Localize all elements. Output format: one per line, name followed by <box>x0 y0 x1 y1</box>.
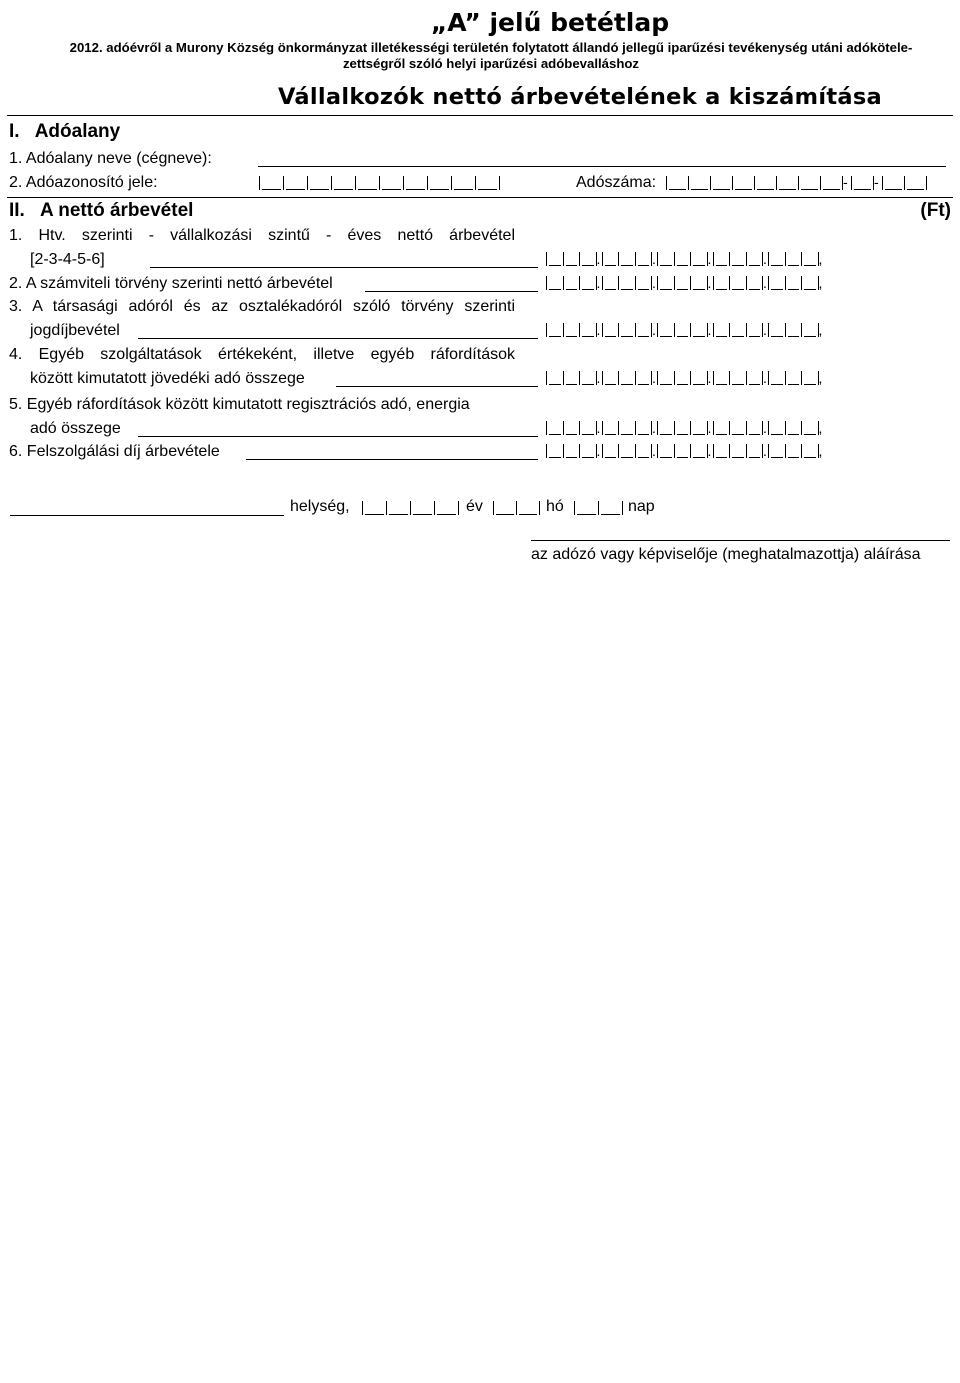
digit-box[interactable] <box>746 371 764 385</box>
digit-box[interactable] <box>713 444 731 458</box>
digit-box[interactable] <box>635 323 653 337</box>
digit-box[interactable] <box>635 276 653 290</box>
thousands-separator: . <box>596 420 601 436</box>
char-box[interactable] <box>434 501 459 515</box>
dash-separator: - <box>874 174 879 190</box>
char-box[interactable] <box>355 176 380 190</box>
taxpayer-name-label: 1. Adóalany neve (cégneve): <box>9 150 212 167</box>
digit-box[interactable] <box>768 276 786 290</box>
digit-box[interactable] <box>618 276 636 290</box>
char-box[interactable] <box>403 176 428 190</box>
item-6-leader <box>246 459 538 460</box>
item-3-line-2: jogdíjbevétel <box>30 322 120 339</box>
digit-box[interactable] <box>713 252 731 266</box>
currency-unit: (Ft) <box>920 200 951 221</box>
thousands-separator: . <box>707 251 712 267</box>
char-box[interactable] <box>259 176 284 190</box>
digit-box[interactable] <box>746 323 764 337</box>
digit-box[interactable] <box>690 371 708 385</box>
digit-box[interactable] <box>729 371 747 385</box>
digit-box[interactable] <box>602 323 620 337</box>
digit-box[interactable] <box>657 323 675 337</box>
digit-box[interactable] <box>579 371 597 385</box>
digit-box[interactable] <box>713 323 731 337</box>
digit-box[interactable] <box>801 323 819 337</box>
digit-box[interactable] <box>579 276 597 290</box>
digit-box[interactable] <box>690 323 708 337</box>
tax-id-label: 2. Adóazonosító jele: <box>9 174 158 191</box>
trailing-comma: , <box>818 251 823 267</box>
day-boxes[interactable] <box>574 501 622 517</box>
thousands-separator: . <box>652 420 656 436</box>
thousands-separator: . <box>707 443 712 459</box>
form-subtitle <box>0 40 960 72</box>
char-box[interactable] <box>386 501 411 515</box>
digit-box[interactable] <box>657 444 675 458</box>
digit-box[interactable] <box>801 276 819 290</box>
digit-box[interactable] <box>674 371 692 385</box>
thousands-separator: . <box>763 420 767 436</box>
digit-box[interactable] <box>729 276 747 290</box>
item-3-line-1: 3. A társasági adóról és az osztalékadóról szóló törvény szerinti <box>9 298 515 315</box>
char-box[interactable] <box>688 176 711 190</box>
item-6-line-2: 6. Felszolgálási díj árbevétele <box>9 443 220 460</box>
digit-box[interactable] <box>635 444 653 458</box>
thousands-separator: . <box>763 443 767 459</box>
digit-box[interactable] <box>768 444 786 458</box>
item-5-line-1: 5. Egyéb ráfordítások között kimutatott regisztrációs adó, energia <box>9 396 470 413</box>
digit-box[interactable] <box>635 252 653 266</box>
digit-box[interactable] <box>768 323 786 337</box>
digit-box[interactable] <box>563 421 581 435</box>
digit-box[interactable] <box>657 371 675 385</box>
dash-separator: - <box>843 174 848 190</box>
tax-number-label: Adószáma: <box>576 174 657 191</box>
year-boxes[interactable] <box>362 501 458 517</box>
item-3-leader <box>138 338 538 339</box>
digit-box[interactable] <box>729 252 747 266</box>
item-1-line-2: [2-3-4-5-6] <box>30 251 105 268</box>
digit-box[interactable] <box>785 371 803 385</box>
digit-box[interactable] <box>801 444 819 458</box>
digit-box[interactable] <box>713 371 731 385</box>
digit-box[interactable] <box>657 276 675 290</box>
char-box[interactable] <box>598 501 623 515</box>
year-label: év <box>466 498 483 515</box>
digit-box[interactable] <box>690 252 708 266</box>
digit-box[interactable] <box>713 421 731 435</box>
item-4-line-2: között kimutatott jövedéki adó összege <box>30 370 305 387</box>
thousands-separator: . <box>596 370 601 386</box>
char-box[interactable] <box>362 501 387 515</box>
trailing-comma: , <box>818 370 823 386</box>
item-4-line-1: 4. Egyéb szolgáltatások értékeként, illetve egyéb ráfordítások <box>9 346 515 363</box>
digit-box[interactable] <box>546 276 564 290</box>
thousands-separator: . <box>707 420 712 436</box>
trailing-comma: , <box>818 443 823 459</box>
digit-box[interactable] <box>768 252 786 266</box>
section-1-heading: I. Adóalany <box>9 121 121 142</box>
digit-box[interactable] <box>563 323 581 337</box>
digit-box[interactable] <box>546 444 564 458</box>
day-label: nap <box>628 498 655 515</box>
digit-box[interactable] <box>618 323 636 337</box>
char-box[interactable] <box>732 176 755 190</box>
char-box[interactable] <box>798 176 821 190</box>
digit-box[interactable] <box>690 276 708 290</box>
subtitle-line-1: 2012. adóévről a Murony Község önkormányzat illetékességi területén folytatott állandó jellegű iparűzési tevékenység utáni adókötele- <box>69 40 913 55</box>
digit-box[interactable] <box>546 323 564 337</box>
signature-caption: az adózó vagy képviselője (meghatalmazottja) aláírása <box>531 546 921 563</box>
digit-box[interactable] <box>674 276 692 290</box>
digit-box[interactable] <box>657 421 675 435</box>
digit-box[interactable] <box>713 276 731 290</box>
main-title: Vállalkozók nettó árbevételének a kiszámítása <box>277 84 883 110</box>
digit-box[interactable] <box>618 444 636 458</box>
taxpayer-name-field[interactable] <box>258 166 946 167</box>
thousands-separator: . <box>707 322 712 338</box>
digit-box[interactable] <box>579 421 597 435</box>
char-box[interactable] <box>574 501 599 515</box>
char-box[interactable] <box>851 176 874 190</box>
digit-box[interactable] <box>602 276 620 290</box>
digit-box[interactable] <box>746 252 764 266</box>
digit-box[interactable] <box>546 421 564 435</box>
item-1-leader <box>150 267 538 268</box>
digit-box[interactable] <box>690 421 708 435</box>
item-5-leader <box>138 436 538 437</box>
month-boxes[interactable] <box>493 501 539 517</box>
thousands-separator: . <box>652 370 656 386</box>
digit-box[interactable] <box>563 276 581 290</box>
signature-line[interactable] <box>531 540 950 541</box>
trailing-comma: , <box>818 420 823 436</box>
thousands-separator: . <box>652 443 656 459</box>
digit-box[interactable] <box>746 444 764 458</box>
char-box[interactable] <box>493 501 517 515</box>
digit-box[interactable] <box>785 252 803 266</box>
digit-box[interactable] <box>746 276 764 290</box>
tax-number-boxes[interactable] <box>666 176 951 192</box>
digit-box[interactable] <box>801 371 819 385</box>
thousands-separator: . <box>707 370 712 386</box>
digit-box[interactable] <box>729 444 747 458</box>
char-box[interactable] <box>410 501 435 515</box>
digit-box[interactable] <box>674 323 692 337</box>
digit-box[interactable] <box>801 252 819 266</box>
digit-box[interactable] <box>602 444 620 458</box>
thousands-separator: . <box>707 275 712 291</box>
digit-box[interactable] <box>579 444 597 458</box>
char-box[interactable] <box>754 176 777 190</box>
thousands-separator: . <box>596 275 601 291</box>
digit-box[interactable] <box>579 252 597 266</box>
digit-box[interactable] <box>801 421 819 435</box>
digit-box[interactable] <box>768 421 786 435</box>
place-field[interactable] <box>10 515 284 516</box>
char-box[interactable] <box>710 176 733 190</box>
digit-box[interactable] <box>602 421 620 435</box>
thousands-separator: . <box>763 322 767 338</box>
digit-box[interactable] <box>674 444 692 458</box>
subtitle-line-2: zettségről szóló helyi iparűzési adóbevalláshoz <box>342 56 640 71</box>
digit-box[interactable] <box>674 421 692 435</box>
digit-box[interactable] <box>635 421 653 435</box>
form-title: „A” jelű betétlap <box>430 8 670 37</box>
digit-box[interactable] <box>746 421 764 435</box>
digit-box[interactable] <box>618 421 636 435</box>
digit-box[interactable] <box>602 371 620 385</box>
trailing-comma: , <box>818 275 823 291</box>
char-box[interactable] <box>451 176 476 190</box>
header-divider <box>7 115 953 116</box>
digit-box[interactable] <box>635 371 653 385</box>
digit-box[interactable] <box>690 444 708 458</box>
tax-id-boxes[interactable] <box>259 176 499 192</box>
item-2-line-2: 2. A számviteli törvény szerinti nettó árbevétel <box>9 275 333 292</box>
char-box[interactable] <box>666 176 689 190</box>
trailing-comma: , <box>818 322 823 338</box>
digit-box[interactable] <box>785 323 803 337</box>
char-box[interactable] <box>283 176 308 190</box>
char-box[interactable] <box>904 176 927 190</box>
digit-box[interactable] <box>546 252 564 266</box>
char-box[interactable] <box>882 176 905 190</box>
digit-box[interactable] <box>768 371 786 385</box>
thousands-separator: . <box>596 443 601 459</box>
month-label: hó <box>546 498 564 515</box>
char-box[interactable] <box>307 176 332 190</box>
thousands-separator: . <box>763 370 767 386</box>
digit-box[interactable] <box>785 444 803 458</box>
digit-box[interactable] <box>785 421 803 435</box>
section-2-heading: II. A nettó árbevétel <box>9 200 194 221</box>
thousands-separator: . <box>596 251 601 267</box>
digit-box[interactable] <box>618 371 636 385</box>
char-box[interactable] <box>516 501 540 515</box>
digit-box[interactable] <box>674 252 692 266</box>
digit-box[interactable] <box>785 276 803 290</box>
char-box[interactable] <box>379 176 404 190</box>
digit-box[interactable] <box>579 323 597 337</box>
thousands-separator: . <box>652 251 656 267</box>
char-box[interactable] <box>820 176 843 190</box>
thousands-separator: . <box>763 275 767 291</box>
item-1-line-1: 1. Htv. szerinti - vállalkozási szintű - éves nettó árbevétel <box>9 227 515 244</box>
digit-box[interactable] <box>546 371 564 385</box>
digit-box[interactable] <box>618 252 636 266</box>
thousands-separator: . <box>652 322 656 338</box>
place-label: helység, <box>290 498 350 515</box>
digit-box[interactable] <box>729 421 747 435</box>
thousands-separator: . <box>763 251 767 267</box>
digit-box[interactable] <box>563 252 581 266</box>
thousands-separator: . <box>596 322 601 338</box>
digit-box[interactable] <box>563 444 581 458</box>
item-4-leader <box>336 386 538 387</box>
section-divider <box>7 197 953 198</box>
char-box[interactable] <box>427 176 452 190</box>
thousands-separator: . <box>652 275 656 291</box>
digit-box[interactable] <box>602 252 620 266</box>
item-5-line-2: adó összege <box>30 420 121 437</box>
digit-box[interactable] <box>563 371 581 385</box>
digit-box[interactable] <box>657 252 675 266</box>
char-box[interactable] <box>776 176 799 190</box>
char-box[interactable] <box>475 176 500 190</box>
item-2-leader <box>365 291 538 292</box>
digit-box[interactable] <box>729 323 747 337</box>
char-box[interactable] <box>331 176 356 190</box>
